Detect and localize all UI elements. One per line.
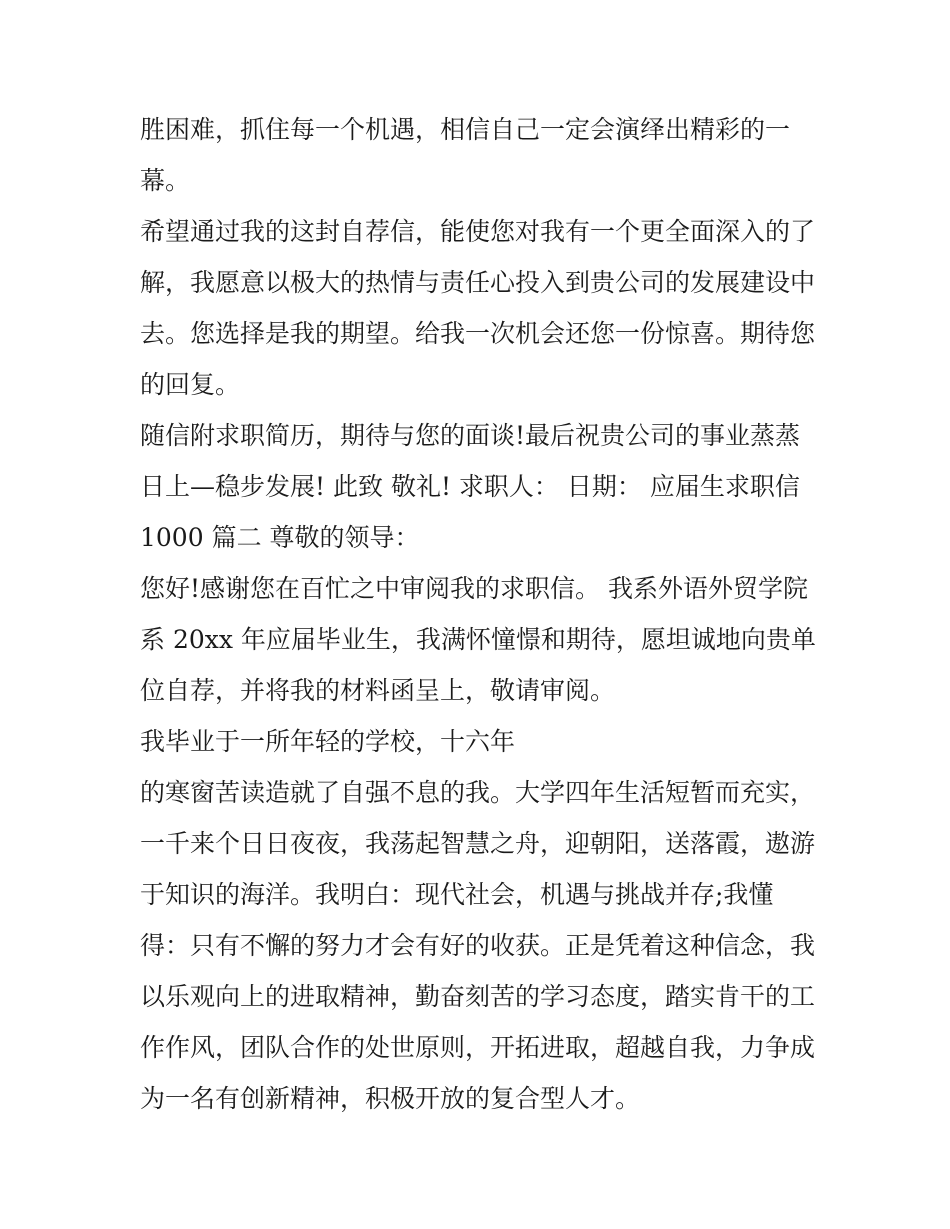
- text-line: 幕。: [140, 166, 191, 195]
- text-line: 以乐观向上的进取精神，勤奋刻苦的学习态度，踏实肯干的工: [140, 982, 816, 1011]
- text-line: 随信附求职简历，期待与您的面谈!最后祝贵公司的事业蒸蒸: [140, 421, 801, 450]
- text-line: 一千来个日日夜夜，我荡起智慧之舟，迎朝阳，送落霞，遨游: [140, 829, 816, 858]
- text-line: 位自荐，并将我的材料函呈上，敬请审阅。: [140, 676, 616, 705]
- text-line: 去。您选择是我的期望。给我一次机会还您一份惊喜。期待您: [140, 319, 816, 348]
- text-line: 作作风，团队合作的处世原则，开拓进取，超越自我，力争成: [140, 1033, 816, 1062]
- text-line: 系 20xx 年应届毕业生，我满怀憧憬和期待，愿坦诚地向贵单: [140, 625, 816, 654]
- text-line: 的回复。: [140, 370, 241, 399]
- text-line: 日上—稳步发展! 此致 敬礼! 求职人： 日期： 应届生求职信: [140, 472, 800, 501]
- text-line: 的寒窗苦读造就了自强不息的我。大学四年生活短暂而充实，: [140, 778, 816, 807]
- text-line: 您好!感谢您在百忙之中审阅我的求职信。 我系外语外贸学院: [140, 574, 808, 603]
- text-line: 为一名有创新精神，积极开放的复合型人才。: [140, 1084, 641, 1113]
- text-line: 1000 篇二 尊敬的领导：: [140, 523, 420, 552]
- body-text: [140, 104, 830, 1124]
- text-line: 于知识的海洋。我明白：现代社会，机遇与挑战并存;我懂: [140, 880, 774, 909]
- text-line: 胜困难，抓住每一个机遇，相信自己一定会演绎出精彩的一: [140, 115, 791, 144]
- text-line: 我毕业于一所年轻的学校，十六年: [140, 727, 516, 756]
- text-line: 得：只有不懈的努力才会有好的收获。正是凭着这种信念，我: [140, 931, 816, 960]
- text-line: 希望通过我的这封自荐信，能使您对我有一个更全面深入的了: [140, 217, 816, 246]
- text-line: 解，我愿意以极大的热情与责任心投入到贵公司的发展建设中: [140, 268, 816, 297]
